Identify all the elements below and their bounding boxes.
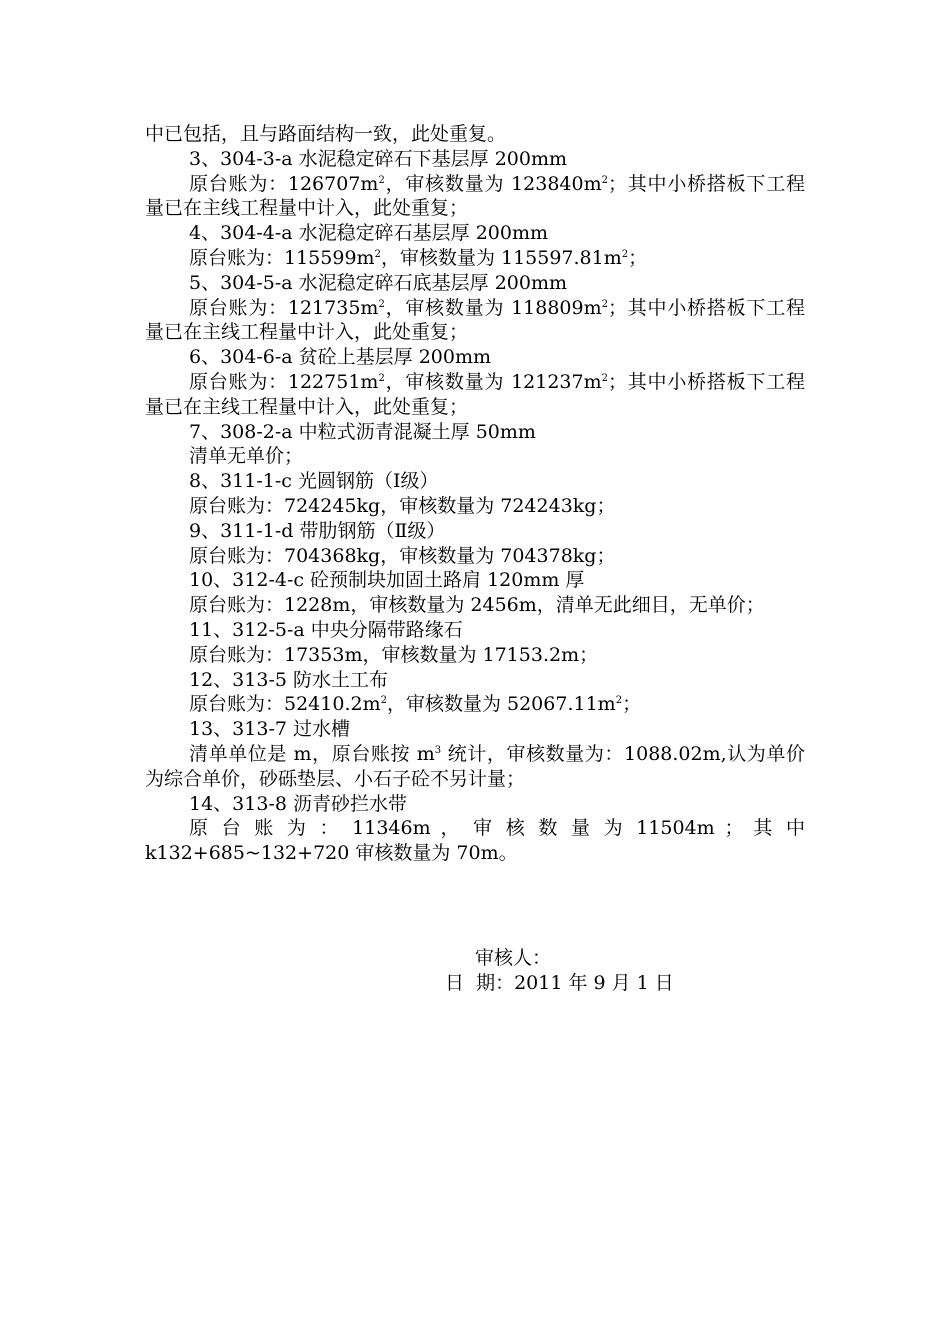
document-body [145, 122, 805, 866]
paragraph-line: 11、312-5-a 中央分隔带路缘石 [189, 618, 463, 641]
paragraph-line: 原台账为：1228m，审核数量为 2456m，清单无此细目，无单价； [189, 594, 765, 617]
paragraph-line: 6、304-6-a 贫砼上基层厚 200mm [189, 346, 491, 369]
paragraph-line: 原台账为：$115599m^2$，审核数量为 $115597.81m^2$； [189, 246, 648, 269]
paragraph-line: 7、308-2-a 中粒式沥青混凝土厚 50mm [189, 420, 536, 443]
paragraph-line: 原 台 账 为 ： 11346m ， 审 核 数 量 为 11504m ； 其 中 [189, 817, 805, 840]
paragraph-line: 原台账为：$121735m^2$，审核数量为 $118809m^2$；其中小桥搭板下工程量已在主线工程量中计入，此处重复； [145, 296, 805, 344]
paragraph-line: 清单单位是 m，原台账按 $m^3$ 统计，审核数量为：1088.02m,认为单价为综合单价，砂砾垫层、小石子砼不另计量； [145, 742, 805, 790]
paragraph-line: 9、311-1-d 带肋钢筋（Ⅱ级） [189, 519, 446, 542]
paragraph-line: 原台账为：$126707m^2$，审核数量为 $123840m^2$；其中小桥搭板下工程量已在主线工程量中计入，此处重复； [145, 172, 805, 220]
paragraph-line: 8、311-1-c 光圆钢筋（Ⅰ级） [189, 470, 439, 493]
paragraph-line: 原台账为：704368kg，审核数量为 704378kg； [189, 544, 616, 567]
paragraph-line: 10、312-4-c 砼预制块加固土路肩 120mm 厚 [189, 569, 585, 592]
review-date: 日 期：2011 年 9 月 1 日 [445, 972, 674, 994]
paragraph-line: 原台账为：724245kg，审核数量为 724243kg； [189, 494, 616, 517]
paragraph-line: 12、313-5 防水土工布 [189, 668, 388, 691]
paragraph-line: 14、313-8 沥青砂拦水带 [189, 792, 407, 815]
paragraph-line: 3、304-3-a 水泥稳定碎石下基层厚 200mm [189, 147, 567, 170]
reviewer-label: 审核人： [475, 947, 552, 969]
paragraph-line: k132+685~132+720 审核数量为 70m。 [145, 842, 518, 865]
paragraph-line: 原台账为：17353m，审核数量为 17153.2m； [189, 643, 599, 666]
paragraph-line: 13、313-7 过水槽 [189, 718, 350, 741]
paragraph-line: 原台账为：$52410.2m^2$，审核数量为 $52067.11m^2$； [189, 693, 642, 716]
paragraph-line: 中已包括，且与路面结构一致，此处重复。 [145, 123, 507, 145]
paragraph-line: 5、304-5-a 水泥稳定碎石底基层厚 200mm [189, 271, 567, 294]
paragraph-line: 4、304-4-a 水泥稳定碎石基层厚 200mm [189, 222, 548, 245]
paragraph-line: 原台账为：$122751m^2$，审核数量为 $121237m^2$；其中小桥搭板下工程量已在主线工程量中计入，此处重复； [145, 370, 805, 418]
paragraph-line: 清单无单价； [189, 445, 304, 468]
